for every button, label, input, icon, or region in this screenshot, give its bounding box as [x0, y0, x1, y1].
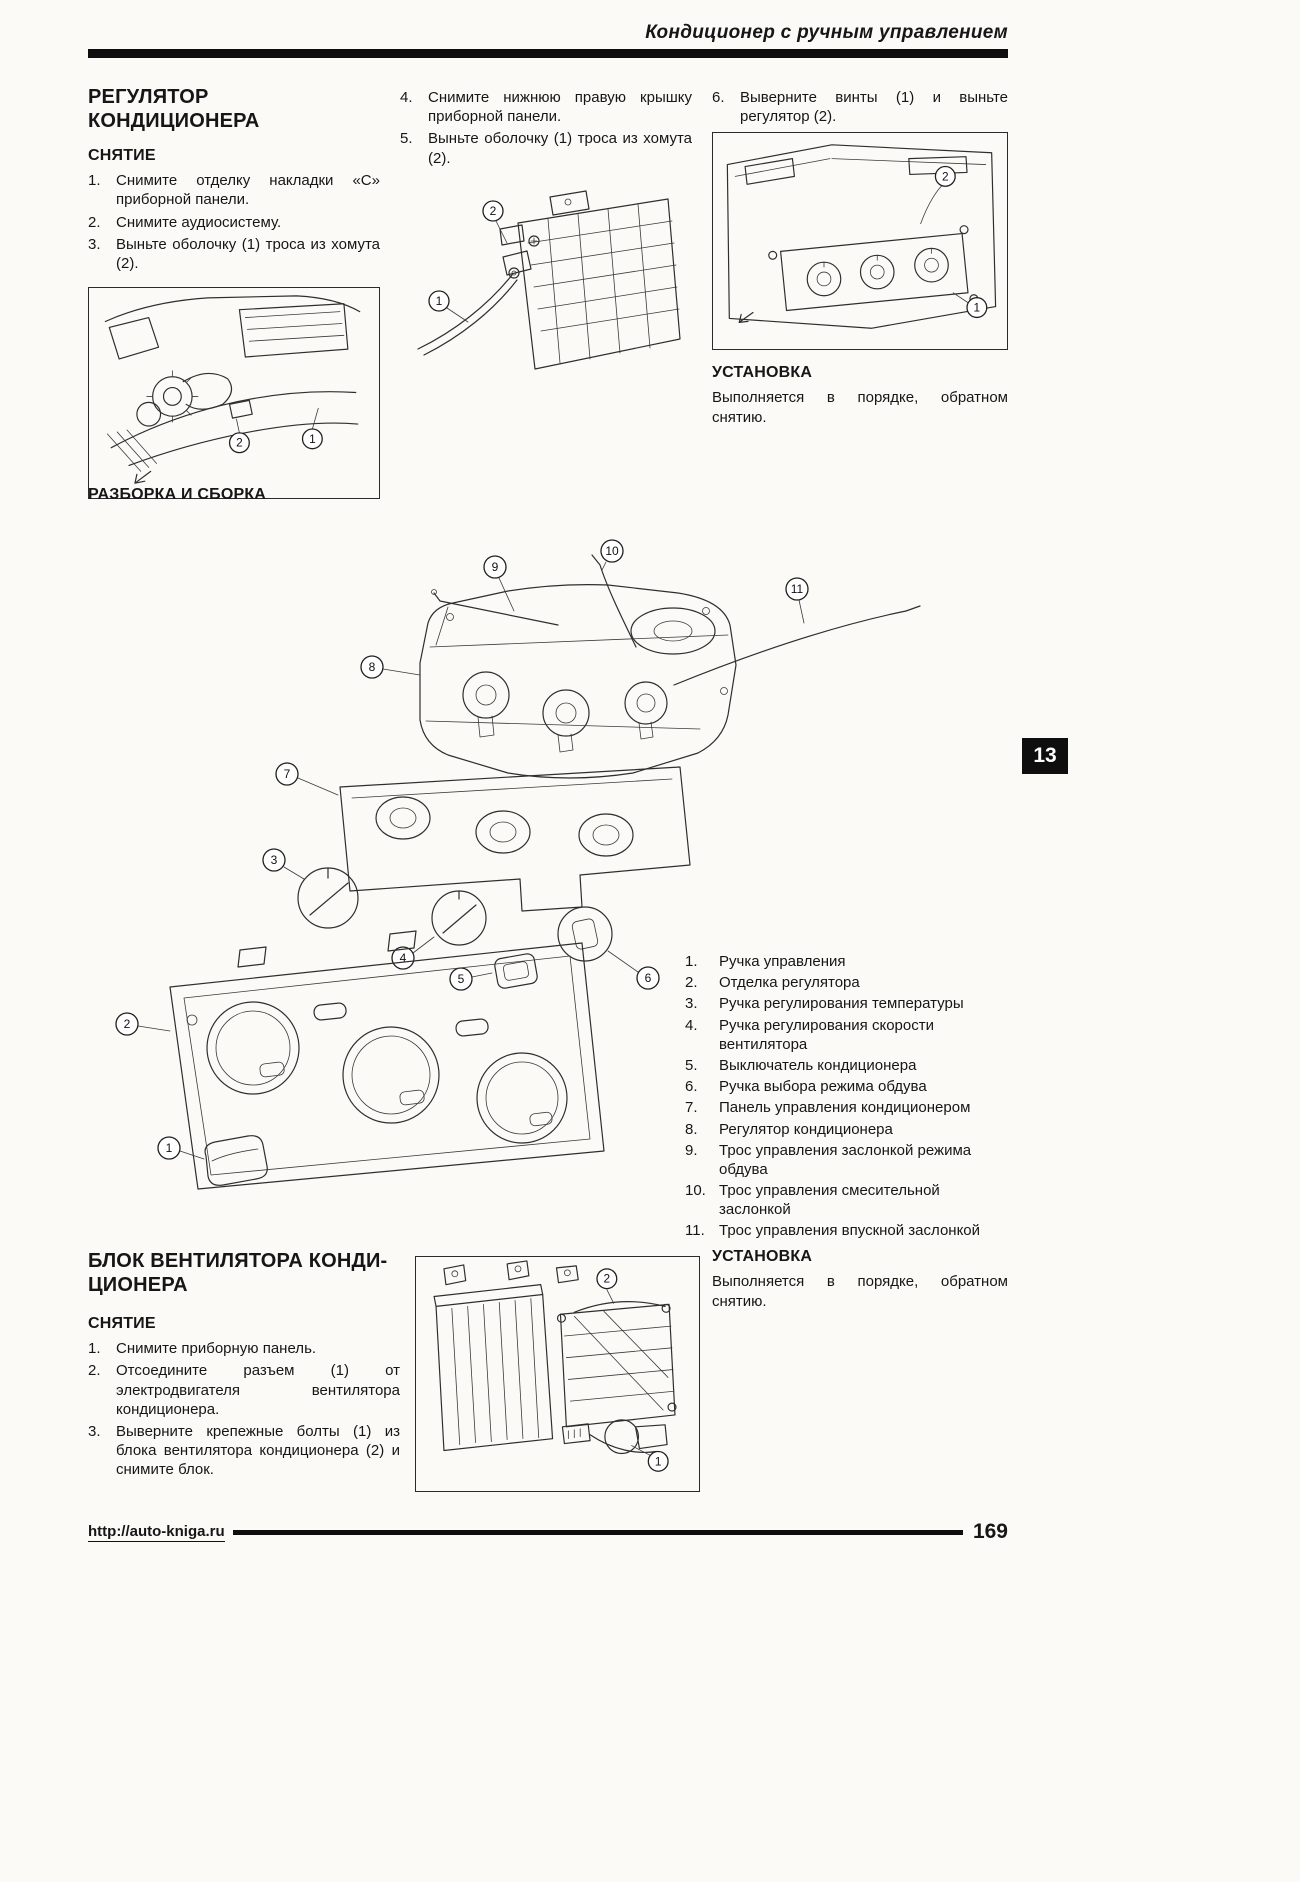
footer-url: http://auto-kniga.ru: [88, 1522, 225, 1540]
part-number: 8.: [685, 1120, 698, 1138]
callout-7: [276, 763, 338, 795]
column-2: [400, 88, 692, 401]
diagram-dash-cable-box: [88, 287, 380, 499]
step-number: 5.: [400, 130, 413, 148]
cable-clamp-diagram: [400, 181, 692, 396]
step-number: 1.: [88, 172, 101, 190]
page-footer: [88, 1520, 1008, 1544]
part-text: Ручка выбора режима обдува: [719, 1078, 927, 1096]
callout-1: [158, 1137, 204, 1159]
part-text: Выключатель кондиционера: [719, 1056, 917, 1074]
part-number: 2.: [685, 974, 698, 992]
page-header: [88, 22, 1008, 58]
step-text: Снимите нижнюю правую крышку приборной панели.: [428, 89, 692, 126]
part-text: Трос управления впускной заслонкой: [719, 1222, 981, 1240]
step-text: Снимите отделку накладки «С» приборной панели.: [116, 172, 380, 209]
callout-5: [450, 968, 492, 990]
callout-label: 2: [489, 203, 497, 218]
step-number: 4.: [400, 89, 413, 106]
blower-installation: [712, 1248, 1008, 1311]
step-number: 1.: [88, 1340, 101, 1358]
installation-text: Выполняется в порядке, обратном снятию.: [712, 389, 1008, 426]
blower-removal-steps: [88, 1339, 400, 1479]
part-item-2: [685, 973, 1007, 992]
callout-label: 1: [654, 1454, 662, 1469]
part-number: 7.: [685, 1099, 698, 1117]
blower-section: [88, 1250, 400, 1483]
callout-label: 10: [605, 544, 619, 558]
part-item-1: [685, 952, 1007, 971]
column-1: [88, 86, 380, 499]
page-header-title: Кондиционер с ручным управлением: [645, 22, 1008, 43]
part-number: 10.: [685, 1182, 706, 1200]
callout-label: 1: [309, 431, 316, 446]
dash-cable-diagram: [89, 288, 378, 497]
step-text: Отсоедините разъем (1) от электродвигателя вентилятора кондиционера.: [116, 1362, 400, 1418]
part-item-11: [685, 1221, 1007, 1240]
step-number: 6.: [712, 89, 725, 106]
page-number: 169: [972, 1520, 1008, 1543]
removal-title: СНЯТИЕ: [88, 147, 156, 165]
step-6: [712, 88, 1008, 126]
part-number: 4.: [685, 1016, 698, 1034]
installation-title: УСТАНОВКА: [712, 364, 813, 382]
callout-4: [392, 937, 434, 969]
callout-label: 1: [973, 300, 981, 315]
parts-legend: [685, 952, 1007, 1243]
part-number: 9.: [685, 1141, 698, 1159]
step-number: 3.: [88, 235, 101, 253]
callout-label: 5: [457, 972, 465, 986]
part-text: Регулятор кондиционера: [719, 1120, 893, 1138]
part-text: Ручка регулирования скорости вентилятора: [719, 1016, 934, 1053]
blower-step-1: [88, 1339, 400, 1358]
blower-section-title: [88, 1250, 400, 1297]
part-item-3: [685, 994, 1007, 1013]
diagram-blower-box: [415, 1256, 700, 1492]
callout-2: [483, 201, 507, 243]
part-item-9: [685, 1141, 1007, 1179]
part-item-5: [685, 1056, 1007, 1075]
callout-label: 8: [368, 660, 376, 674]
blower-step-3: [88, 1422, 400, 1480]
step-1: [88, 171, 380, 209]
part-item-10: [685, 1181, 1007, 1219]
blower-step-2: [88, 1361, 400, 1419]
callout-2: [935, 167, 955, 187]
callout-label: 2: [942, 169, 949, 184]
callout-8: [361, 656, 420, 678]
callout-label: 9: [491, 560, 499, 574]
step-4: [400, 88, 692, 126]
callout-9: [484, 556, 514, 611]
part-number: 3.: [685, 995, 698, 1013]
assembly-section-title: РАЗБОРКА И СБОРКА: [88, 486, 267, 503]
callout-2: [116, 1013, 170, 1035]
header-rule: [88, 49, 1008, 58]
blower-removal-title: СНЯТИЕ: [88, 1315, 156, 1333]
callout-3: [263, 849, 304, 879]
callout-6: [608, 951, 659, 989]
callout-label: 11: [790, 582, 804, 596]
blower-installation-title: УСТАНОВКА: [712, 1248, 813, 1265]
removal-steps-1-3: [88, 171, 380, 273]
regulator-section-title: РЕГУЛЯТОР КОНДИЦИОНЕРА: [88, 86, 260, 132]
step-text: Снимите приборную панель.: [116, 1340, 317, 1358]
callout-1: [303, 408, 323, 448]
blower-title-line1: БЛОК ВЕНТИЛЯТОРА КОНДИ-: [88, 1250, 388, 1272]
callout-2: [230, 419, 250, 453]
callout-label: 6: [644, 971, 652, 985]
step-text: Выньте оболочку (1) троса из хомута (2).: [428, 130, 692, 167]
step-number: 3.: [88, 1422, 101, 1440]
regulator-removal-diagram: [713, 133, 1006, 348]
part-item-6: [685, 1077, 1007, 1096]
part-number: 5.: [685, 1056, 698, 1074]
part-text: Отделка регулятора: [719, 974, 860, 992]
column-3: [712, 88, 1008, 427]
part-item-7: [685, 1098, 1007, 1117]
callout-1: [632, 1446, 669, 1472]
callout-label: 2: [603, 1271, 611, 1286]
removal-steps-4-5: [400, 88, 692, 168]
step-3: [88, 235, 380, 273]
step-2: [88, 213, 380, 232]
part-text: Ручка управления: [719, 953, 846, 970]
part-text: Панель управления кондиционером: [719, 1099, 971, 1117]
chapter-tab: 13: [1022, 738, 1068, 774]
part-item-8: [685, 1120, 1007, 1139]
part-number: 1.: [685, 953, 698, 970]
callout-label: 1: [435, 293, 443, 308]
part-text: Трос управления смесительной заслонкой: [719, 1182, 940, 1219]
callout-2: [597, 1269, 617, 1304]
part-text: Трос управления заслонкой режима обдува: [719, 1141, 972, 1178]
step-number: 2.: [88, 213, 101, 231]
footer-rule: [233, 1530, 963, 1535]
callout-label: 4: [399, 951, 407, 965]
blower-title-line2: ЦИОНЕРА: [88, 1273, 188, 1296]
callout-label: 1: [165, 1141, 173, 1155]
callout-11: [786, 578, 808, 623]
part-item-4: [685, 1016, 1007, 1054]
callout-10: [601, 540, 623, 570]
step-text: Снимите аудиосистему.: [116, 213, 282, 231]
step-5: [400, 129, 692, 167]
step-text: Выверните винты (1) и выньте регулятор (2).: [740, 89, 1008, 126]
step-text: Выньте оболочку (1) троса из хомута (2).: [116, 235, 380, 272]
callout-label: 7: [283, 767, 291, 781]
part-number: 11.: [685, 1222, 705, 1240]
callout-label: 2: [236, 435, 243, 450]
part-text: Ручка регулирования температуры: [719, 995, 964, 1013]
callout-label: 3: [270, 853, 278, 867]
diagram-regulator-box: [712, 132, 1008, 350]
blower-installation-text: Выполняется в порядке, обратном снятию.: [712, 1273, 1008, 1310]
callout-1: [429, 291, 468, 322]
part-number: 6.: [685, 1078, 698, 1096]
step-number: 2.: [88, 1362, 101, 1380]
callout-label: 2: [123, 1017, 131, 1031]
blower-unit-diagram: [416, 1257, 698, 1490]
step-text: Выверните крепежные болты (1) из блока вентилятора кондиционера (2) и снимите блок.: [116, 1422, 400, 1479]
